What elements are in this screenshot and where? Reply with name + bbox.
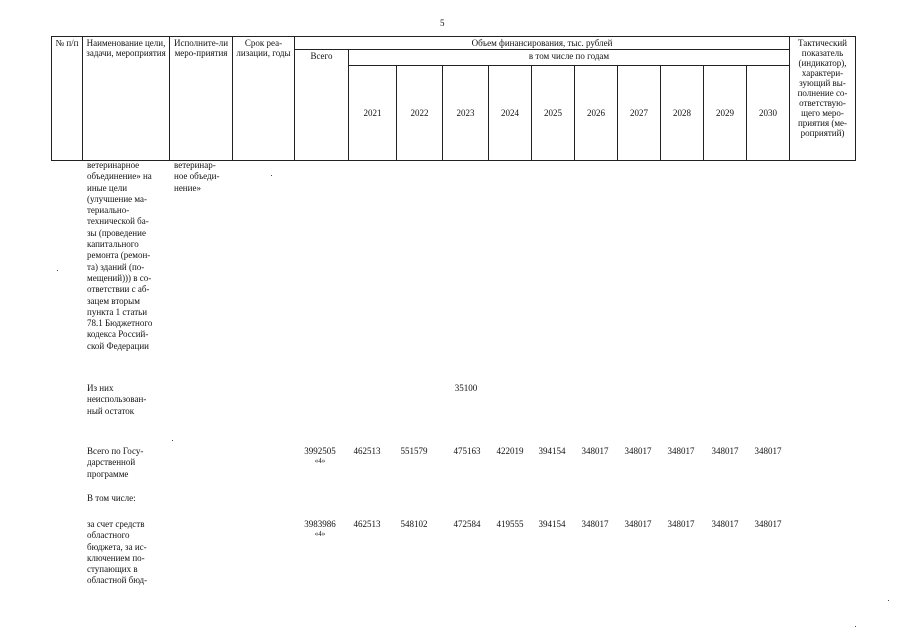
program-total-year-cell: 551579 [400,446,428,456]
regional-budget-value: 3983986 [304,519,336,529]
unused-remainder-2023: 35100 [454,383,478,393]
header-year: 2021 [349,66,397,161]
program-total-year-cell: 348017 [624,446,652,456]
scan-speck [57,270,58,271]
header-col-total: Всего [295,50,349,161]
header-year: 2026 [575,66,618,161]
unused-remainder-label: Из них неиспользован- ный остаток [87,383,147,416]
header-col-funding: Объем финансирования, тыс. рублей [295,37,790,50]
header-col-number: № п/п [52,37,83,161]
header-year: 2027 [618,66,661,161]
header-col-term: Срок реа-лизации, годы [233,37,295,161]
program-total-year-cell: 394154 [538,446,566,456]
program-total-label: Всего по Госу- дарственной программе [87,446,144,479]
regional-budget-year-cell: 348017 [667,519,695,529]
regional-budget-footnote: «4» [314,530,326,538]
header-col-executor: Исполните-ли меро-приятия [170,37,233,161]
program-total-year-cell: 475163 [453,446,481,456]
program-total-year-cell: 462513 [353,446,381,456]
regional-budget-year-cell: 548102 [400,519,428,529]
activity-name-text: ветеринарное объединение» на иные цели (улучшение ма- териально- технической ба- зы (проведение капитального ремонта (ремон- та) зданий (по- мещений))) в со- ответствии с аб- зацем вторым пункта 1 статьи 78.1 Бюджетного кодекса Россий- ской Федерации [87,160,153,351]
header-year: 2028 [661,66,704,161]
regional-budget-year-cell: 348017 [581,519,609,529]
header-year: 2025 [532,66,575,161]
regional-budget-label: за счет средств областного бюджета, за ис- ключением по- ступающих в областной бюд- [87,519,148,586]
program-total-year-cell: 422019 [496,446,524,456]
scan-speck [172,440,173,441]
program-total-footnote: «4» [314,457,326,465]
header-year: 2029 [704,66,747,161]
regional-budget-year-cell: 472584 [453,519,481,529]
regional-budget-year-cell: 348017 [711,519,739,529]
header-year: 2030 [747,66,790,161]
header-col-name: Наименование цели, задачи, мероприятия [83,37,170,161]
table-header [51,36,856,161]
header-col-by-year: в том числе по годам [349,50,790,66]
scan-speck [271,175,272,176]
regional-budget-year-cell: 348017 [624,519,652,529]
program-total-year-cell: 348017 [667,446,695,456]
regional-budget-year-cell: 419555 [496,519,524,529]
program-total-year-cell: 348017 [581,446,609,456]
program-total-value: 3992505 [304,446,336,456]
regional-budget-year-cell: 462513 [353,519,381,529]
regional-budget-year-cell: 348017 [754,519,782,529]
header-year: 2022 [397,66,443,161]
activity-executor-text: ветеринар- ное объеди- нение» [174,160,220,193]
header-year: 2024 [489,66,532,161]
header-year: 2023 [443,66,489,161]
regional-budget-year-cell: 394154 [538,519,566,529]
program-total-year-cell: 348017 [711,446,739,456]
scan-speck [888,600,889,601]
scan-speck [855,626,856,627]
page-number: 5 [440,18,445,28]
program-total-year-cell: 348017 [754,446,782,456]
including-label: В том числе: [87,493,136,503]
header-col-indicator: Тактический показатель (индикатор), характери-зующий вы-полнение со-ответствую-щего меро-приятия (ме-роприятий) [790,37,856,161]
